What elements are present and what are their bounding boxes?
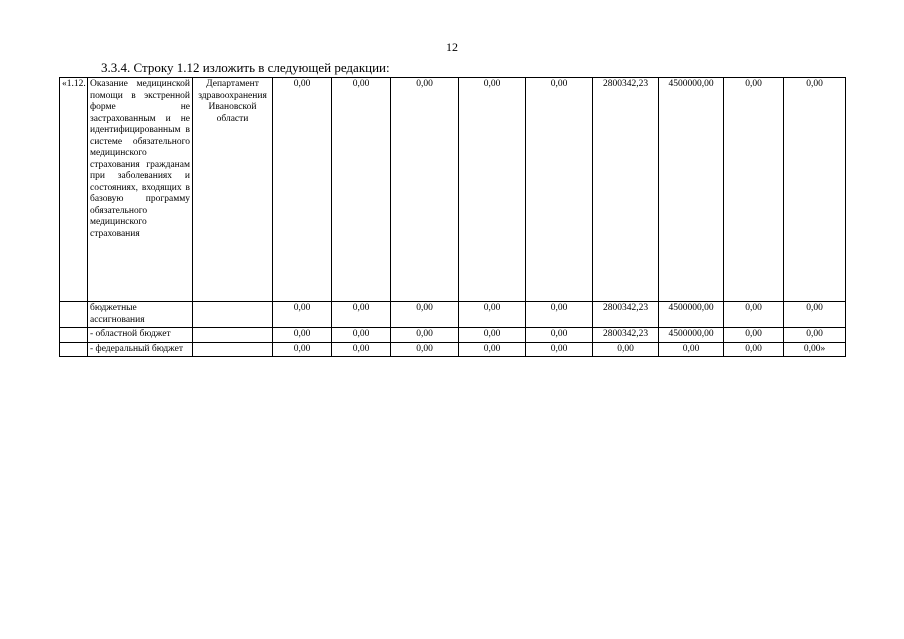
budget-table <box>59 77 846 357</box>
value-cell: 0,00 <box>332 302 391 328</box>
table-row <box>60 342 846 357</box>
value-cell: 0,00 <box>332 78 391 302</box>
value-cell: 0,00 <box>273 302 332 328</box>
value-cell: 0,00 <box>332 328 391 343</box>
value-cell: 0,00 <box>784 78 846 302</box>
value-cell: 0,00 <box>526 78 593 302</box>
amendment-heading: 3.3.4. Строку 1.12 изложить в следующей редакции: <box>101 60 390 75</box>
value-cell: 0,00» <box>784 342 846 357</box>
row-executor-cell <box>193 342 273 357</box>
value-cell: 0,00 <box>459 78 526 302</box>
row-executor-cell: Департамент здравоохранения Ивановской области <box>193 78 273 302</box>
value-cell: 0,00 <box>391 342 459 357</box>
value-cell: 0,00 <box>391 302 459 328</box>
table-row <box>60 302 846 328</box>
value-cell: 0,00 <box>724 342 784 357</box>
value-cell: 4500000,00 <box>659 328 724 343</box>
value-cell: 0,00 <box>724 302 784 328</box>
value-cell: 0,00 <box>391 328 459 343</box>
table-row <box>60 78 846 302</box>
value-cell: 2800342,23 <box>593 302 659 328</box>
value-cell: 2800342,23 <box>593 328 659 343</box>
value-cell: 0,00 <box>459 342 526 357</box>
value-cell: 2800342,23 <box>593 78 659 302</box>
value-cell: 0,00 <box>273 342 332 357</box>
row-name-cell: - федеральный бюджет <box>88 342 193 357</box>
value-cell: 0,00 <box>391 78 459 302</box>
row-index-cell <box>60 328 88 343</box>
value-cell: 0,00 <box>459 302 526 328</box>
row-executor-cell <box>193 328 273 343</box>
value-cell: 0,00 <box>784 328 846 343</box>
value-cell: 0,00 <box>526 342 593 357</box>
value-cell: 0,00 <box>332 342 391 357</box>
value-cell: 0,00 <box>724 78 784 302</box>
value-cell: 4500000,00 <box>659 78 724 302</box>
value-cell: 0,00 <box>784 302 846 328</box>
row-index-cell <box>60 342 88 357</box>
row-name-cell: Оказание медицинской помощи в экстренной форме не застрахованным и не идентифицированным в системе обязательного медицинского страхования гражданам при заболеваниях и состояниях, входящих в базовую программу обязательного медицинского страхования <box>88 78 193 302</box>
value-cell: 0,00 <box>526 328 593 343</box>
row-name-cell: - областной бюджет <box>88 328 193 343</box>
page-number: 12 <box>446 40 458 54</box>
value-cell: 0,00 <box>273 328 332 343</box>
value-cell: 4500000,00 <box>659 302 724 328</box>
row-index-cell <box>60 302 88 328</box>
row-name-cell: бюджетные ассигнования <box>88 302 193 328</box>
value-cell: 0,00 <box>593 342 659 357</box>
row-executor-cell <box>193 302 273 328</box>
value-cell: 0,00 <box>526 302 593 328</box>
row-index-cell: «1.12. <box>60 78 88 302</box>
table-row <box>60 328 846 343</box>
value-cell: 0,00 <box>459 328 526 343</box>
value-cell: 0,00 <box>273 78 332 302</box>
value-cell: 0,00 <box>659 342 724 357</box>
value-cell: 0,00 <box>724 328 784 343</box>
